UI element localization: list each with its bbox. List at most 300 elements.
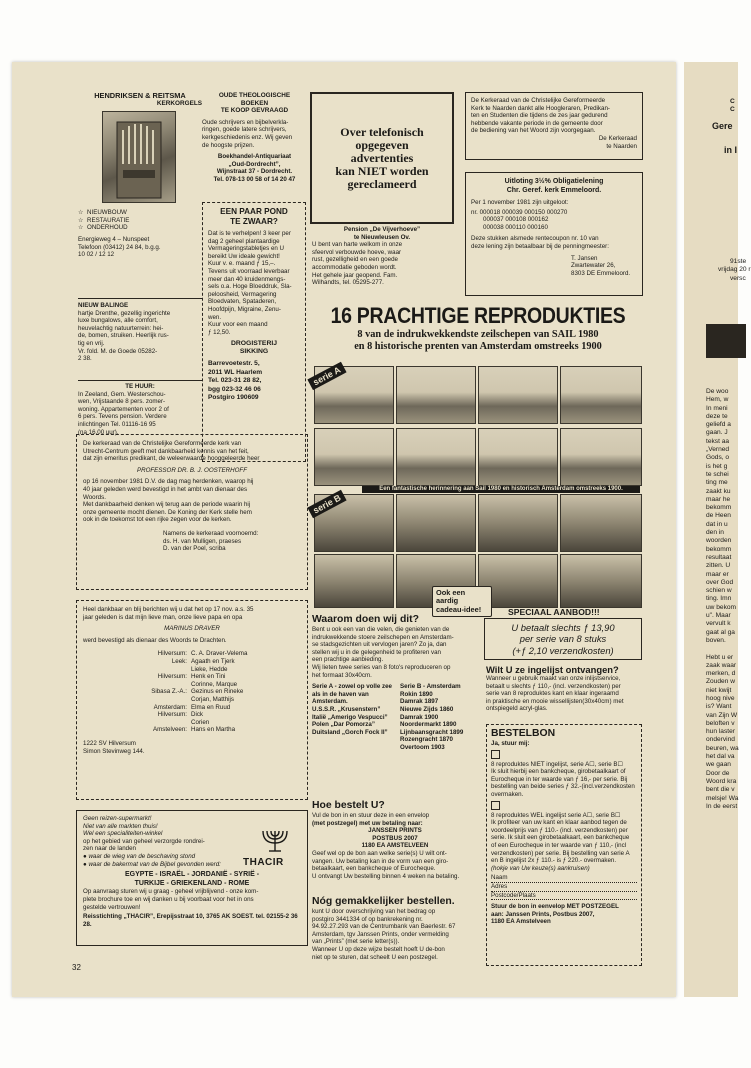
cadeau-tag: Ook een aardig cadeau-idee! xyxy=(432,586,492,617)
next-column-line: hun laster xyxy=(706,728,735,736)
hoe-address: JANSSEN PRINTS xyxy=(368,827,422,835)
thacir-line: op het gebied van geheel verzorgde rondrei- xyxy=(83,837,205,845)
uitloting-title: Uitloting 3½% Obligatielening xyxy=(504,178,604,185)
ship-photo xyxy=(560,366,642,424)
boeken-shop-line: „Oud-Dordrecht”, xyxy=(228,160,281,168)
next-column-line: De woo xyxy=(706,388,729,395)
hendriksen-address-line: 10 02 / 12 12 xyxy=(78,251,115,259)
waarom-title: Waarom doen wij dit? xyxy=(312,614,419,625)
next-small: 91ste xyxy=(730,258,747,265)
next-column-line: maar he xyxy=(706,495,731,503)
nieuw-balinge-line: luxe bungalows, alle comfort, xyxy=(78,317,158,325)
next-column-line: woorden xyxy=(706,537,732,545)
bon-footer: Stuur de bon in eenvelop MET POSTZEGEL xyxy=(491,903,619,911)
draver-family-row: Leek: Agaath en Tjerk xyxy=(171,657,235,665)
hoe-section xyxy=(312,800,478,880)
hoe-line: betaalkaart, een bankcheque of Eurocheque. xyxy=(312,865,436,873)
nieuw-balinge-line: heuvelachtig natuurterrein: hei- xyxy=(78,324,164,332)
uitloting-contact: T. Jansen xyxy=(571,254,598,262)
draver-family-row: Corien xyxy=(191,718,210,726)
hendriksen-item: ☆ RESTAURATIE xyxy=(78,216,130,224)
uitloting-notice xyxy=(465,172,643,296)
serie-b-item: Rokin 1890 xyxy=(400,690,433,698)
amsterdam-photo xyxy=(314,554,394,608)
reprodukties-headline: 16 PRACHTIGE REPRODUKTIES xyxy=(330,303,626,329)
hoe-line: vangen. Uw betaling kan in de vorm van een giro- xyxy=(312,857,449,865)
bon-footer: 1180 EA Amstelveen xyxy=(491,918,551,926)
next-column-line: schien w xyxy=(706,587,732,595)
draver-family-row: Corinne, Marque xyxy=(191,680,238,688)
gemakkelijker-line: Amsterdam, tgv Janssen Prints, onder vermelding xyxy=(312,930,449,938)
draver-family-row: Hilversum: Dick xyxy=(157,711,204,719)
next-column-line: deze te xyxy=(706,412,728,420)
naarden-sign: De Kerkeraad xyxy=(598,134,637,142)
draver-family-row: Corjan, Matthijs xyxy=(191,695,234,703)
boeken-shop-line: Boekhandel-Antiquariaat xyxy=(217,153,292,161)
thacir-body: Op aanvraag sturen wij u graag - geheel vrijblijvend - onze kom- xyxy=(83,888,259,896)
pond-shop-title: DROGISTERIJ xyxy=(230,340,278,348)
thacir-body: plete brochure toe en wij danken u bij voorbaat voor het in ons xyxy=(83,895,254,903)
te-huur-line: (na 16.00 uur). xyxy=(78,428,119,436)
organ-photo xyxy=(102,111,176,203)
draver-family-row: Lieke, Hedde xyxy=(191,665,228,673)
hendriksen-address-line: Energieweg 4 – Nunspeet xyxy=(78,235,150,243)
oosterhoff-line: onze gemeente mocht dienen. De Koning der Kerk stelle hem xyxy=(83,508,252,516)
pond-line: Kuur v. e. maand ƒ 15,–. xyxy=(208,260,276,268)
bon-option2: 8 reproduktes WEL ingelijst serie A☐, serie B☐ xyxy=(491,811,621,819)
naarden-body-line: Kerk te Naarden dankt alle Hoogleraren, Predikan- xyxy=(471,104,610,112)
next-column-line: tekst aa xyxy=(706,437,730,445)
telefonisch-line: Over telefonisch xyxy=(340,124,424,139)
next-column-line: zaak waar xyxy=(706,661,737,669)
naarden-sign: te Naarden xyxy=(606,142,637,150)
pond-line: wen. xyxy=(208,313,222,321)
next-column-line: maar er xyxy=(706,570,729,578)
next-column-line: bekomm xyxy=(706,545,732,553)
te-huur-line: inlichtingen Tel. 01116-16 95 xyxy=(78,420,156,428)
pond-line: Bloedvaten, Spataderen, xyxy=(208,298,277,306)
oosterhoff-line: Met dankbaarheid denken wij terug aan de periode waarin hij xyxy=(83,501,251,509)
bestelbon[interactable] xyxy=(486,724,642,966)
reprodukties-sub2: en 8 historische prenten van Amsterdam omstreeks 1900 xyxy=(354,341,602,352)
bon-option1: Ik sluit hierbij een bankcheque, girobetaalkaart of xyxy=(491,768,626,776)
ingelijst-line: serie van 8 reproduktes kant en klaar ingeraamd xyxy=(486,690,619,698)
pond-line: meer dan 40 kruidenmengs- xyxy=(208,275,286,283)
draver-address: 1222 SV Hilversum xyxy=(83,739,136,747)
pond-line: peloosheid, Vermagering xyxy=(208,290,277,298)
hoe-address: POSTBUS 2007 xyxy=(372,834,418,842)
serie-b-item: Damrak 1900 xyxy=(400,713,439,721)
next-column-line: hoog nive xyxy=(706,694,735,702)
pond-shop-line: 2011 WL Haarlem xyxy=(208,368,263,376)
boeken-body-line: kerkgeschiedenis enz. Wij geven xyxy=(202,133,293,141)
ship-photo xyxy=(396,366,476,424)
ingelijst-line: Wanneer u gebruik maakt van onze inlijstservice, xyxy=(486,675,621,682)
vijverhoeve-title: Pension „De Vijverhoeve” xyxy=(343,226,421,233)
pond-line: Tevens uit voorraad leverbaar xyxy=(208,267,290,275)
thacir-countries: TURKIJE - GRIEKENLAND - ROME xyxy=(134,879,250,887)
next-column-line: gaan. J xyxy=(706,429,728,437)
kerkeraad-naarden xyxy=(465,92,643,160)
vijverhoeve-line: accommodatie geboden wordt. xyxy=(312,263,397,271)
vijverhoeve-line: U bent van harte welkom in onze xyxy=(312,241,403,249)
bon-option1: bestelling van beide series ƒ 32.-(incl.verzendkosten xyxy=(491,783,635,791)
next-column-line: melsje! Wa xyxy=(706,794,739,802)
draver-intro: jaar geleden is dat mijn lieve man, onze lieve papa en opa xyxy=(83,613,243,621)
naarden-body-line: De Kerkeraad van de Christelijke Gereformeerde xyxy=(471,97,606,104)
next-column-line: vervult k xyxy=(706,620,731,628)
pond-line: ƒ 12,50. xyxy=(208,328,231,336)
gemakkelijker-line: van „Prints” (met serie letter(s)). xyxy=(312,938,400,946)
oosterhoff-line: op 16 november 1981 D.V. de dag mag herdenken, waarop hij xyxy=(83,478,254,486)
hendriksen-item: ☆ NIEUWBOUW xyxy=(78,209,127,217)
ingelijst-title: Wilt U ze ingelijst ontvangen? xyxy=(486,664,619,675)
reprodukties-ad xyxy=(312,303,644,353)
bon-option2: serie. Ik sluit een girobetaalkaart, een bankcheque xyxy=(491,834,630,842)
thacir-line: zen naar de landen xyxy=(83,845,136,853)
bon-subtitle: Ja, stuur mij: xyxy=(491,740,530,747)
serie-b-item: Noordermarkt 1890 xyxy=(400,721,457,729)
thacir-body: gestelde vertrouwen! xyxy=(83,903,141,911)
vijverhoeve-ad xyxy=(312,226,452,287)
draver-family-row: Amsterdam: Elma en Ruud xyxy=(153,703,231,711)
te-huur-line: 6 pers. Tevens pension. Verdere xyxy=(78,413,167,421)
waarom-section xyxy=(312,614,478,752)
hoe-address: 1180 EA AMSTELVEEN xyxy=(361,842,429,850)
amsterdam-photo xyxy=(396,494,476,552)
next-column-line: In de eerst xyxy=(706,802,738,810)
serie-a-item: Italië „Amerigo Vespucci” xyxy=(312,713,388,721)
naarden-body-line: ten en Studenten die tijdens de zes jaar gedurend xyxy=(471,112,608,120)
bon-option2: (hokje van Uw keuze(s) aankruisen) xyxy=(491,864,590,872)
waarom-line: Wij lieten twee series van 8 foto's reproduceren op xyxy=(312,663,451,671)
price-line: (+ƒ 2,10 verzendkosten) xyxy=(512,644,614,656)
amsterdam-photo xyxy=(560,554,642,608)
next-column-line: over God xyxy=(706,578,734,586)
gemakkelijker-line: postgiro 3441334 of op bankrekening nr. xyxy=(312,915,423,923)
pond-shop-line: Postgiro 190609 xyxy=(208,393,259,401)
bon-footer: aan: Janssen Prints, Postbus 2007, xyxy=(491,910,595,918)
thacir-address: Reisstichting „THACIR”, Erepijsstraat 10, 3765 AK SOEST. tel. 02155-2 36 28. xyxy=(83,913,298,928)
boeken-title-line: TE KOOP GEVRAAGD xyxy=(220,107,289,115)
next-column-line: ondervind xyxy=(706,736,735,744)
serie-b-item: Rozengracht 1870 xyxy=(400,736,453,744)
telefonisch-notice xyxy=(310,92,454,224)
next-column-line: Door de xyxy=(706,769,730,777)
draver-family-row: Amstelveen: Hans en Martha xyxy=(152,726,236,734)
next-column-line: het dal va xyxy=(706,753,735,761)
next-column-line: te schei xyxy=(706,470,729,478)
waarom-line: indrukwekkende stoere zeilschepen en Amsterdam- xyxy=(312,633,454,641)
gemakkelijker-section xyxy=(312,896,482,961)
star-icon: ☆ xyxy=(78,216,84,224)
oosterhoff-line: 40 jaar geleden werd bevestigd in het ambt van dienaar des xyxy=(83,485,248,493)
uitloting-numbers: 000037 000108 000162 xyxy=(483,216,549,224)
naarden-body-line: de bediening van het Woord zijn voorgegaan. xyxy=(471,127,596,135)
next-column-line: uw bekom xyxy=(706,603,737,611)
next-column-line: resultaat xyxy=(706,553,732,561)
uitloting-numbers: nr. 000018 000039 000150 000270 xyxy=(471,208,568,216)
next-column-line: is? Want xyxy=(706,703,732,711)
serie-a-label: serie A xyxy=(307,362,346,390)
pond-line: Kuur voor een maand xyxy=(208,321,268,329)
vijverhoeve-line: sfeervol verbouwde hoeve, waar xyxy=(312,248,402,256)
next-top: C xyxy=(730,98,735,105)
thacir-line: Geen reizen-supermarkt! xyxy=(83,815,152,822)
next-column-line xyxy=(706,645,739,653)
oosterhoff-line: Utrecht-Centrum geeft met dankbaarheid kennis van het feit, xyxy=(83,447,249,455)
thacir-line: Wel een specialiteiten-winkel xyxy=(83,830,163,838)
draver-notice xyxy=(76,600,308,800)
serie-a-title: Serie A - zowel op volle zee als in de haven van Amsterdam. xyxy=(312,683,393,706)
next-column-line: bent die v xyxy=(706,786,735,794)
draver-family-row: Sibasa Z.-A.: Gezinus en Rineke xyxy=(151,688,244,696)
serie-a-item: Polen „Dar Pomorza” xyxy=(312,721,375,729)
price-line: per serie van 8 stuks xyxy=(519,633,607,645)
serie-b-item: Nieuwe Zijds 1860 xyxy=(400,705,454,713)
telefonisch-line: gereclameerd xyxy=(347,176,417,191)
bon-checkbox[interactable] xyxy=(491,750,500,759)
next-column-line: Zouden w xyxy=(706,678,735,686)
ship-photo xyxy=(478,428,558,486)
pond-title: EEN PAAR POND xyxy=(220,207,288,216)
te-huur-line: In Zeeland, Gem. Westerschou- xyxy=(78,390,166,398)
bon-field-postcode[interactable]: Postcode/Plaats xyxy=(491,892,637,901)
oosterhoff-line: Woords. xyxy=(83,493,106,501)
serie-b-label: serie B xyxy=(307,490,346,518)
boeken-title-line: BOEKEN xyxy=(240,99,269,107)
serie-b-item: Damrak 1897 xyxy=(400,698,439,706)
te-huur-line: woning. Appartementen voor 2 of xyxy=(78,405,169,413)
oosterhoff-line: De kerkeraad van de Christelijke Gereformeerde kerk van xyxy=(83,440,242,447)
next-column-line: beuren, wa xyxy=(706,744,739,752)
menorah-icon xyxy=(257,827,293,853)
nieuw-balinge-line: de, bomen, struiken. Heerlijk rus- xyxy=(78,332,169,340)
next-column-line: merken, d xyxy=(706,670,736,678)
next-column-line: is het g xyxy=(706,462,728,470)
price-line: U betaalt slechts ƒ 13,90 xyxy=(511,621,615,633)
next-top: C xyxy=(730,106,735,114)
serie-b-title: Serie B - Amsterdam xyxy=(400,683,461,691)
next-column-line: de Heen xyxy=(706,512,731,520)
pond-line: Hoofdpijn, Migraine, Zenu- xyxy=(208,305,281,313)
next-column-line: van Zijn W xyxy=(706,711,738,719)
next-column-line: ting. Imn xyxy=(706,595,732,603)
next-column-line: In meni xyxy=(706,404,728,412)
amsterdam-photo xyxy=(560,494,642,552)
boeken-body-line: Oude schrijvers en bijbelverkla- xyxy=(202,118,289,126)
star-icon: ☆ xyxy=(78,224,84,232)
next-column-line: beloften v xyxy=(706,719,735,727)
draver-name: MARINUS DRAVER xyxy=(164,625,220,633)
next-top: Gere xyxy=(712,121,733,131)
pond-ad xyxy=(202,202,306,462)
next-column-line: niet kwijt xyxy=(706,686,732,694)
nieuw-balinge-line: 2 38. xyxy=(78,355,92,363)
pond-shop-line: bgg 023-32 46 06 xyxy=(208,385,261,393)
uitloting-note: deze lening zijn betaalbaar bij de penningmeester: xyxy=(471,242,609,250)
oosterhoff-line: dat zijn emeritus predikant, de weleerwaarde hooggeleerde heer xyxy=(83,455,260,463)
oosterhoff-sign: D. van der Poel, scriba xyxy=(163,545,226,553)
nieuw-balinge-title: NIEUW BALINGE xyxy=(78,302,129,309)
next-column-line: we gaan xyxy=(706,761,731,769)
bon-title: BESTELBON xyxy=(491,728,556,739)
hoe-line: Geef wel op de bon aan welke serie(s) U wilt ont- xyxy=(312,849,447,857)
vijverhoeve-title: te Nieuwleusen Ov. xyxy=(353,233,411,241)
ingelijst-line: betaalt u slechts ƒ 110,- (incl. verzendkosten) per xyxy=(486,682,621,690)
ingelijst-line: ontspiegeld acryl-glas. xyxy=(486,705,548,713)
ship-photo xyxy=(314,428,394,486)
oosterhoff-sign: ds. H. van Mulligen, praeses xyxy=(163,537,242,545)
nieuw-balinge-line: hartje Drenthe, gezellig ingerichte xyxy=(78,309,171,317)
thacir-countries: EGYPTE - ISRAËL - JORDANIË - SYRIË - xyxy=(124,871,260,879)
pond-line: sels o.a. Hoge Bloeddruk, Sla- xyxy=(208,283,292,291)
next-column-line: Gods, o xyxy=(706,454,730,462)
next-column xyxy=(706,388,739,811)
newspaper-page xyxy=(12,62,676,997)
next-column-line: „Verned xyxy=(706,446,730,454)
uitloting-note: Deze stukken alsmede rentecoupon nr. 10 van xyxy=(471,235,599,243)
draver-family-row: Hilversum: Henk en Tini xyxy=(157,673,226,681)
gemakkelijker-line: kunt U door overschrijving van het bedrag op xyxy=(312,908,436,915)
next-photo xyxy=(706,324,746,358)
boeken-shop-line: Tel. 078-13 00 58 of 14 20 47 xyxy=(213,175,296,183)
waarom-line: een prachtige aanbieding. xyxy=(312,656,384,664)
next-top: in I xyxy=(724,145,737,155)
pond-shop-title: SIKKING xyxy=(239,348,269,356)
bon-option2: voordeelprijs van ƒ 110.- (incl. verzendkosten) per xyxy=(491,826,628,834)
oosterhoff-line: ook in de toekomst tot een rijke zegen voor de kerken. xyxy=(83,516,232,524)
pond-line: Vermageringstabletjes en U xyxy=(208,245,285,253)
vijverhoeve-line: Het gehele jaar geopend. Fam. xyxy=(312,271,398,279)
serie-a-item: Duitsland „Gorch Fock II” xyxy=(312,728,388,736)
vijverhoeve-line: rust, gezelligheid en een goede xyxy=(312,256,399,264)
telefonisch-line: advertenties xyxy=(350,150,414,165)
bon-field-naam[interactable]: Naam xyxy=(491,874,637,883)
reprodukties-sub1: 8 van de indrukwekkendste zeilschepen van SAIL 1980 xyxy=(357,329,599,340)
next-column-line: gaat al ga xyxy=(706,628,735,636)
serie-b-item: Lijnbaansgracht 1899 xyxy=(400,728,464,736)
bon-checkbox[interactable] xyxy=(491,801,500,810)
draver-family-row: Hilversum: C. A. Draver-Velema xyxy=(157,650,248,658)
pond-title: TE ZWAAR? xyxy=(230,216,278,226)
thacir-bullet: ● waar de wieg van de beschaving stond xyxy=(83,852,196,860)
bon-option1: Eurocheque in ter waarde van ƒ 16,- per serie. Bij xyxy=(491,775,628,783)
star-icon: ☆ xyxy=(78,209,84,217)
ship-photo xyxy=(396,428,476,486)
nieuw-balinge-ad xyxy=(78,298,202,363)
next-column-line: geliefd a xyxy=(706,421,731,429)
naarden-body-line: hebbende vakante periode in de gemeente door xyxy=(471,119,603,127)
oosterhoff-name: PROFESSOR DR. B. J. OOSTERHOFF xyxy=(136,466,247,474)
gemakkelijker-line: Wanneer U op deze wijze bestelt hoeft U de-bon xyxy=(312,945,445,953)
next-column-line: Hem, w xyxy=(706,396,729,404)
next-column-line: den in xyxy=(706,529,724,537)
reprodukties-caption: Een fantastische herinnering aan Sail 1980 en historisch Amsterdam omstreeks 1900. xyxy=(362,486,640,493)
bon-option1: 8 reproduktes NIET ingelijst, serie A☐, serie B☐ xyxy=(491,760,624,768)
boeken-body-line: de hoogste prijzen. xyxy=(202,141,255,149)
thacir-line: Niet van alle markten thuis! xyxy=(83,822,158,830)
next-column-line: zaakt ku xyxy=(706,487,731,495)
ingelijst-line: in praktische en mooie wissellijsten(30x40cm) met xyxy=(486,697,624,705)
speciaal-aanbod: SPECIAAL AANBOD!!! xyxy=(508,607,600,617)
bon-field-adres[interactable]: Adres xyxy=(491,883,637,892)
ingelijst-section xyxy=(486,664,644,713)
hendriksen-name: HENDRIKSEN & REITSMA xyxy=(94,91,186,100)
page-number: 32 xyxy=(72,963,81,972)
bon-option2: Ik profiteer van uw kant en klaar aanbod tegen de xyxy=(491,819,627,827)
hoe-line: Vul de bon in en stuur deze in een envelop xyxy=(312,812,430,819)
next-column-line: Hebt u er xyxy=(706,653,734,661)
draver-address: Simon Stevinweg 144. xyxy=(83,747,145,755)
amsterdam-photo xyxy=(478,494,558,552)
waarom-line: Bent u ook een van die velen, die genieten van de xyxy=(312,626,450,633)
next-small: versc xyxy=(730,274,746,282)
te-huur-title: TE HUUR: xyxy=(125,383,155,390)
te-huur-ad xyxy=(78,380,202,436)
boeken-shop-line: Wijnstraat 37 - Dordrecht. xyxy=(216,168,293,176)
uitloting-contact: 8303 DE Emmeloord. xyxy=(571,269,631,277)
hoe-line: U ontvangt Uw bestelling binnen 4 weken na betaling. xyxy=(312,872,460,880)
next-small: vrijdag 20 r xyxy=(718,266,751,274)
uitloting-title: Chr. Geref. kerk Emmeloord. xyxy=(506,187,602,194)
next-column-line: bekomm xyxy=(706,504,732,512)
ship-photo xyxy=(478,366,558,424)
bon-option1: overmaken. xyxy=(491,790,524,798)
oosterhoff-sign: Namens de kerkeraad voornoemd: xyxy=(163,529,259,537)
pond-line: dag 2 geheel plantaardige xyxy=(208,237,280,245)
bon-option2: en B ingelijst 2x ƒ 110.- is ƒ 220.- overmaken. xyxy=(491,857,617,865)
pond-line: Dat is te verhelpen! 3 keer per xyxy=(208,230,291,237)
next-column-line: ting me xyxy=(706,479,728,487)
price-box xyxy=(484,618,642,660)
draver-line2: werd bevestigd als dienaar des Woords te Drachten. xyxy=(83,636,227,644)
nieuw-balinge-line: tig en vrij. xyxy=(78,339,105,347)
uitloting-numbers: 000038 000110 000160 xyxy=(483,223,548,231)
next-column-line: u". Maar xyxy=(706,612,731,620)
serie-b-item: Overtoom 1903 xyxy=(400,743,445,751)
hoe-line: (met postzegel) met uw betaling naar: xyxy=(312,819,423,827)
waarom-line: het formaat 30x40cm. xyxy=(312,671,372,679)
telefonisch-line: opgegeven xyxy=(355,137,409,152)
gemakkelijker-title: Nóg gemakkelijker bestellen. xyxy=(312,896,455,907)
boeken-body-line: ringen, goede latere schrijvers, xyxy=(202,126,287,134)
organ-icon xyxy=(103,112,175,202)
hendriksen-item: ☆ ONDERHOUD xyxy=(78,224,128,232)
next-column-line: Woord kra xyxy=(706,777,737,785)
hendriksen-address-line: Telefoon (03412) 24 84, b.g.g. xyxy=(78,243,161,251)
oosterhoff-notice xyxy=(76,434,308,590)
bon-option2: verzendkosten) per serie. Bij bestelling van serie A xyxy=(491,849,630,857)
uitloting-intro: Per 1 november 1981 zijn uitgeloot: xyxy=(471,199,569,206)
gemakkelijker-line: 94.92.27.293 van de Centrumbank van Baerlestr. 67 xyxy=(312,923,456,931)
hoe-title: Hoe bestelt U? xyxy=(312,800,385,811)
next-page-edge xyxy=(684,62,751,997)
next-column-line: zitten. U xyxy=(706,562,731,570)
hendriksen-ad xyxy=(78,92,202,259)
hendriksen-subtitle: KERKORGELS xyxy=(156,99,202,107)
pond-line: bereikt Uw ideale gewicht! xyxy=(208,252,280,260)
pond-shop-line: Tel. 023-31 28 82, xyxy=(208,377,262,385)
gemakkelijker-line: niet op te sturen, dat scheelt U een postzegel. xyxy=(312,953,438,961)
waarom-line: stellen wij u in de gelegenheid te profiteren van xyxy=(312,648,441,656)
draver-intro: Heel dankbaar en blij berichten wij u dat het op 17 nov. a.s. 35 xyxy=(83,606,254,613)
thacir-bullet: ● waar de bakermat van de Bijbel gevonden werd: xyxy=(83,860,221,868)
next-column-line: dat in u xyxy=(706,520,728,528)
thacir-ad xyxy=(76,810,308,946)
bon-option2: of een Eurocheque in ter waarde van ƒ 110,- (incl xyxy=(491,841,627,849)
next-column-line: boven. xyxy=(706,636,726,644)
